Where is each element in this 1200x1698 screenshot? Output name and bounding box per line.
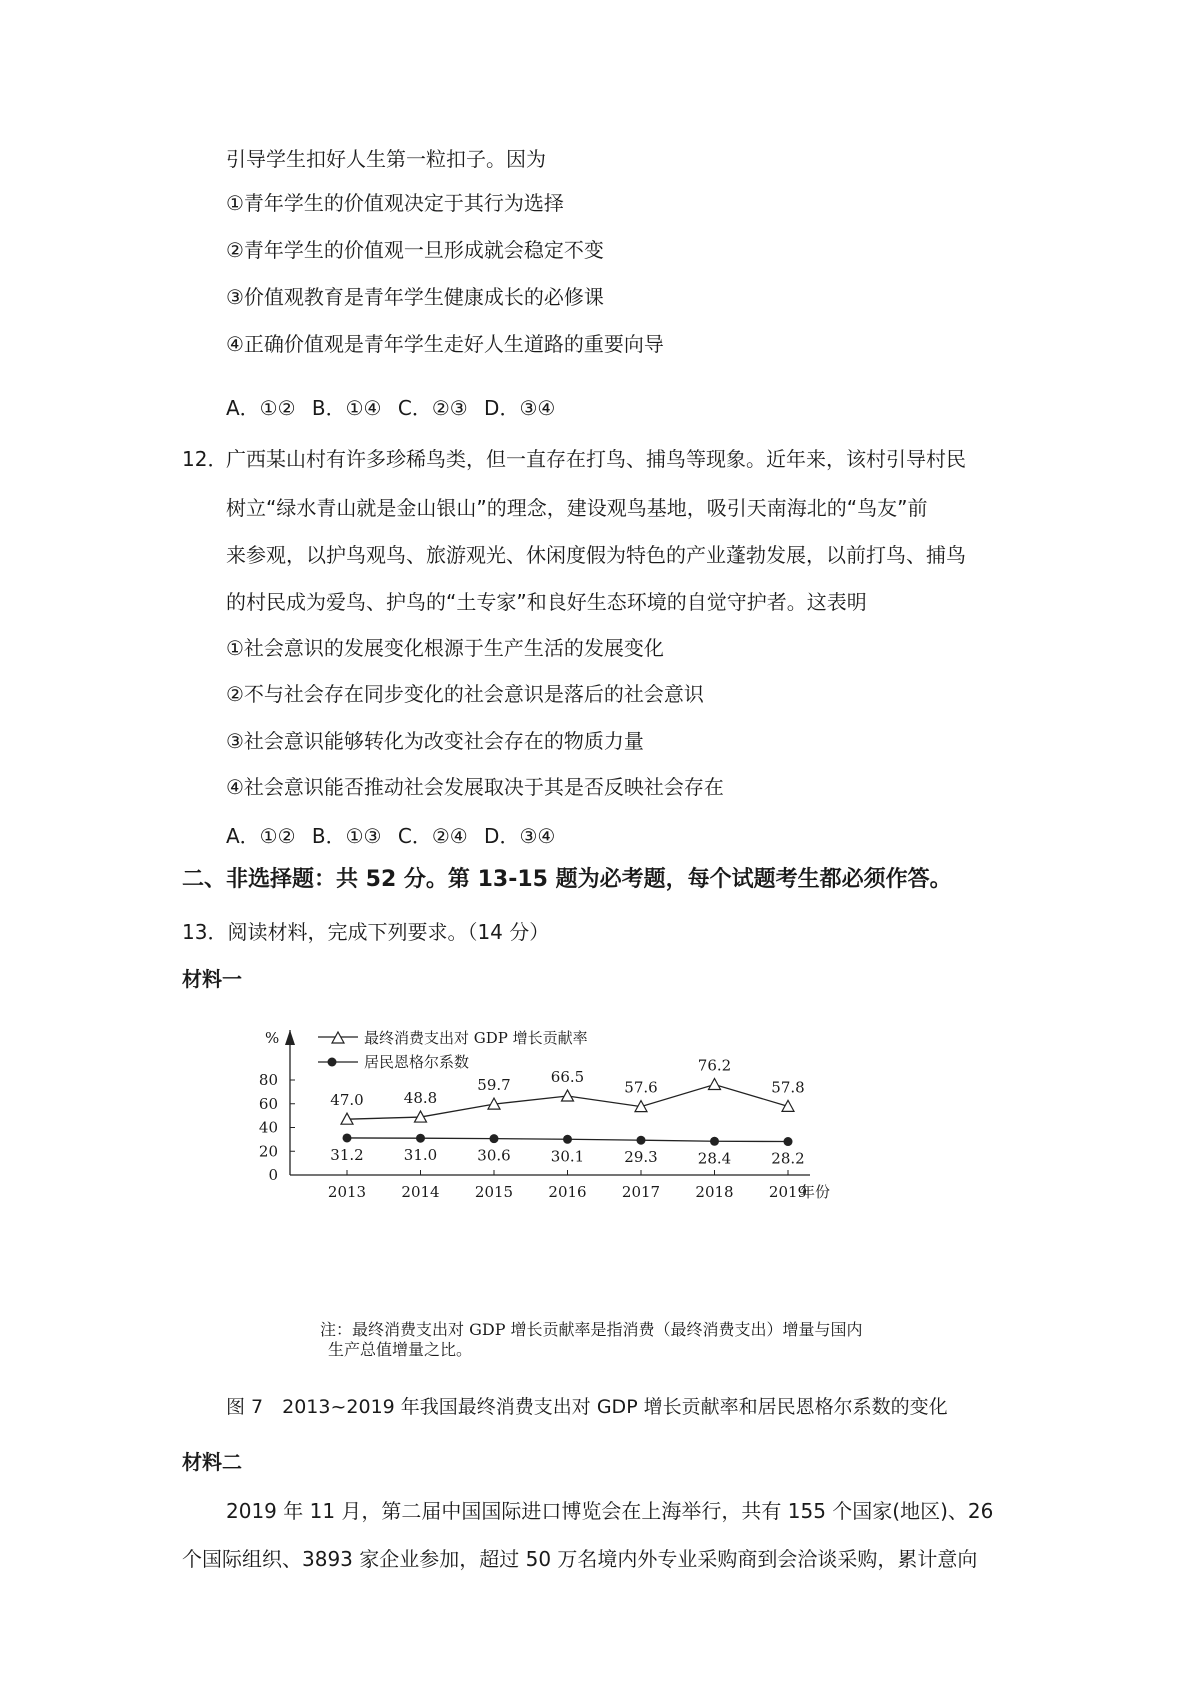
- x-tick-label: 2016: [548, 1183, 587, 1201]
- q12-choice-a: A．①②: [226, 824, 296, 848]
- chart-series: [330, 1057, 804, 1168]
- q11-stem-end: 引导学生扣好人生第一粒扣子。因为: [226, 147, 546, 171]
- line-chart: [258, 1015, 910, 1360]
- q12-stem-line-3: 来参观，以护鸟观鸟、旅游观光、休闲度假为特色的产业蓬勃发展，以前打鸟、捕鸟: [226, 543, 966, 567]
- q11-choices: [226, 394, 565, 422]
- q12-choices: [226, 822, 565, 850]
- x-tick-label: 2014: [401, 1183, 440, 1201]
- q12-option-1: ①社会意识的发展变化根源于生产生活的发展变化: [226, 636, 664, 660]
- material-2-line-1: 2019 年 11 月，第二届中国国际进口博览会在上海举行，共有 155 个国家(地区)、26: [226, 1499, 994, 1523]
- figure-caption: 图 7 2013~2019 年我国最终消费支出对 GDP 增长贡献率和居民恩格尔系数的变化: [226, 1396, 948, 1418]
- chart-note-line-2: 生产总值增量之比。: [328, 1340, 473, 1359]
- q12-option-4: ④社会意识能否推动社会发展取决于其是否反映社会存在: [226, 775, 724, 799]
- material-2-label: 材料二: [182, 1450, 242, 1474]
- engel-data-label: 31.0: [403, 1146, 438, 1165]
- q12-choice-d: D．③④: [484, 824, 556, 848]
- y-axis-unit: %: [265, 1029, 280, 1047]
- engel-data-label: 29.3: [624, 1148, 658, 1167]
- q12-stem-line-4: 的村民成为爱鸟、护鸟的“土专家”和良好生态环境的自觉守护者。这表明: [226, 590, 867, 614]
- engel-data-label: 28.2: [771, 1149, 805, 1168]
- q12-number: 12．: [182, 447, 228, 471]
- q11-option-4: ④正确价值观是青年学生走好人生道路的重要向导: [226, 332, 664, 356]
- legend-dot-icon: [328, 1058, 337, 1067]
- engel-data-label: 28.4: [697, 1149, 732, 1168]
- engel-point: [416, 1134, 425, 1143]
- q12-choice-c: C．②④: [397, 824, 468, 848]
- q12-option-2: ②不与社会存在同步变化的社会意识是落后的社会意识: [226, 682, 704, 706]
- x-tick-label: 2013: [327, 1183, 367, 1201]
- engel-point: [637, 1136, 646, 1145]
- consumption-data-label: 48.8: [403, 1089, 438, 1108]
- q11-option-3: ③价值观教育是青年学生健康成长的必修课: [226, 285, 604, 309]
- y-tick-label: 20: [258, 1142, 278, 1161]
- engel-data-label: 30.6: [477, 1146, 511, 1165]
- q12-stem-line-1: 广西某山村有许多珍稀鸟类，但一直存在打鸟、捕鸟等现象。近年来，该村引导村民: [226, 447, 966, 471]
- consumption-data-label: 76.2: [697, 1056, 732, 1075]
- section-heading: 二、非选择题：共 52 分。第 13-15 题为必考题，每个试题考生都必须作答。: [182, 867, 952, 892]
- y-tick-label: 80: [258, 1071, 278, 1089]
- q13-intro: 13．阅读材料，完成下列要求。（14 分）: [182, 920, 550, 944]
- q11-option-1: ①青年学生的价值观决定于其行为选择: [226, 191, 564, 215]
- q12-choice-b: B．①③: [311, 824, 382, 848]
- consumption-point: [709, 1079, 721, 1090]
- consumption-data-label: 57.6: [624, 1078, 658, 1097]
- y-tick-label: 40: [258, 1118, 278, 1137]
- x-tick-label: 2017: [621, 1183, 661, 1201]
- y-axis-arrow: [285, 1030, 295, 1045]
- y-tick-label: 60: [258, 1094, 278, 1113]
- q12-stem-line-2: 树立“绿水青山就是金山银山”的理念，建设观鸟基地，吸引天南海北的“鸟友”前: [226, 496, 928, 520]
- q11-choice-d: D．③④: [484, 396, 556, 420]
- q11-option-2: ②青年学生的价值观一旦形成就会稳定不变: [226, 238, 604, 262]
- chart-legend: [318, 1029, 588, 1071]
- x-axis-unit: 年份: [800, 1183, 831, 1201]
- consumption-data-label: 66.5: [550, 1068, 585, 1087]
- engel-data-label: 30.1: [550, 1147, 585, 1166]
- material-1-label: 材料一: [182, 967, 242, 991]
- q11-choice-c: C．②③: [397, 396, 468, 420]
- x-tick-label: 2019: [768, 1183, 808, 1201]
- chart-axes: [259, 1029, 830, 1201]
- legend-label-consumption: 最终消费支出对 GDP 增长贡献率: [364, 1029, 588, 1047]
- x-tick-label: 2018: [695, 1183, 734, 1201]
- y-tick-label: 0: [268, 1166, 278, 1184]
- engel-point: [710, 1137, 719, 1146]
- engel-point: [563, 1135, 572, 1144]
- consumption-data-label: 59.7: [477, 1076, 511, 1095]
- consumption-point: [782, 1100, 794, 1111]
- x-tick-label: 2015: [474, 1183, 514, 1201]
- q11-choice-b: B．①④: [311, 396, 382, 420]
- engel-point: [490, 1134, 499, 1143]
- consumption-data-label: 47.0: [330, 1091, 364, 1110]
- engel-point: [343, 1133, 352, 1142]
- material-2-line-2: 个国际组织、3893 家企业参加，超过 50 万名境内外专业采购商到会洽谈采购，累计意向: [182, 1547, 978, 1571]
- chart-note-line-1: 注：最终消费支出对 GDP 增长贡献率是指消费（最终消费支出）增量与国内: [320, 1320, 863, 1339]
- legend-label-engel: 居民恩格尔系数: [364, 1053, 470, 1071]
- engel-point: [784, 1137, 793, 1146]
- consumption-point: [562, 1090, 574, 1101]
- q11-choice-a: A．①②: [226, 396, 296, 420]
- q12-option-3: ③社会意识能够转化为改变社会存在的物质力量: [226, 729, 644, 753]
- consumption-data-label: 57.8: [771, 1078, 805, 1097]
- engel-data-label: 31.2: [330, 1145, 364, 1164]
